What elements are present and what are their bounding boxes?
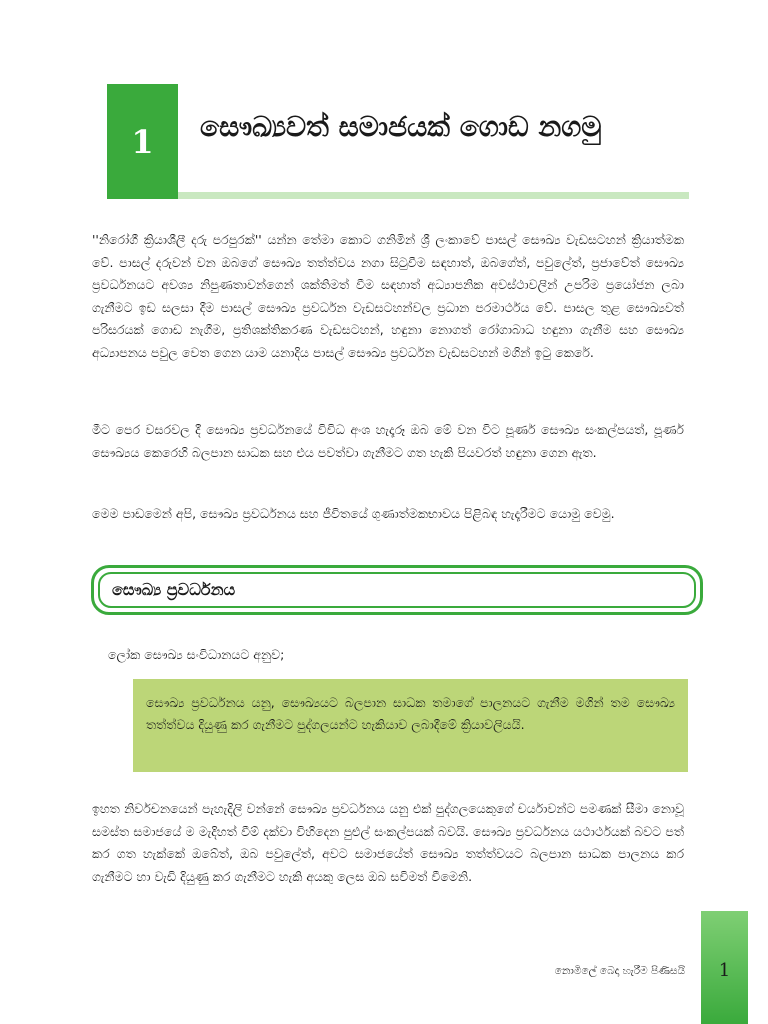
chapter-number-box bbox=[107, 84, 178, 199]
page-number: 1 bbox=[718, 960, 731, 981]
intro-paragraph: ''නිරෝගී ක්‍රියාශීලී දරු පරපුරක්'' යන්න තේමා කොට ගනිමින් ශ්‍රී ලංකාවේ පාසල් සෞඛ්‍ය වැඩසටහන් ක්‍රියාත්මක වේ. පාසල් දරුවන් වන ඔබගේ සෞඛ්‍ය තත්ත්වය නගා සිටුවීම සඳහාත්, ඔබගේත්, පවුලේත්, ප්‍රජාවේත් සෞඛ්‍ය ප්‍රවර්ධනයට අවශ්‍ය නිපුණතාවන්ගෙන් ශක්තිමත් වීම සඳහාත් අධ්‍යාපනික අවස්ථාවලින් උපරිම ප්‍රයෝජන ලබා ගැනීමට ඉඩ සලසා දීම පාසල් සෞඛ්‍ය ප්‍රවර්ධන වැඩසටහන්වල ප්‍රධාන පරමාර්ථය වේ. පාසල තුළ සෞඛ්‍යවත් පරිසරයක් ගොඩ නැගීම, ප්‍රතිශක්තිකරණ වැඩසටහන්, හඳුනා නොගත් රෝගාබාධ හඳුනා ගැනීම සහ සෞඛ්‍ය අධ්‍යාපනය පවුල වෙත ගෙන යාම යනාදිය පාසල් සෞඛ්‍ය ප්‍රවර්ධන වැඩසටහන් මගින් ඉටු කෙරේ. bbox=[92, 232, 684, 360]
who-definition-lead: ලෝක සෞඛ්‍ය සංවිධානයට අනුව; bbox=[108, 647, 285, 662]
section-heading-text: සෞඛ්‍ය ප්‍රවර්ධනය bbox=[112, 580, 236, 599]
section-heading-frame bbox=[91, 565, 703, 615]
lesson-aim-paragraph: මෙම පාඩමෙන් අපි, සෞඛ්‍ය ප්‍රවර්ධනය සහ ජීවිතයේ ගුණාත්මකභාවය පිළිබඳ හැදෑරීමට යොමු වෙමු. bbox=[92, 506, 615, 521]
chapter-title: සෞඛ්‍යවත් සමාජයක් ගොඩ නගමු bbox=[200, 110, 602, 143]
section-heading bbox=[98, 572, 696, 608]
footer-note: නොමිලේ බෙදා හැරීම පිණිසයි bbox=[554, 965, 685, 977]
title-underline bbox=[178, 192, 689, 199]
chapter-number: 1 bbox=[131, 122, 154, 161]
definition-box bbox=[133, 679, 688, 772]
previous-years-paragraph: මීට පෙර වසරවල දී සෞඛ්‍ය ප්‍රවර්ධනයේ විවිධ අංශ හැදෑරූ ඔබ මේ වන විට පූර්ණ සෞඛ්‍ය සංකල්පයත්, පූර්ණ සෞඛ්‍යය කෙරෙහි බලපාන සාධක සහ එය පවත්වා ගැනීමට ගත හැකි පියවරත් හඳුනා ගෙන ඇත. bbox=[92, 422, 684, 460]
definition-text: සෞඛ්‍ය ප්‍රවර්ධනය යනු, සෞඛ්‍යයට බලපාන සාධක තමාගේ පාලනයට ගැනීම මගින් තම සෞඛ්‍ය තත්ත්වය දියුණු කර ගැනීමට පුද්ගලයන්ට හැකියාව ලබාදීමේ ක්‍රියාවලියයි. bbox=[146, 695, 675, 732]
explanation-paragraph: ඉහත නිර්වචනයෙන් පැහැදිලි වන්නේ සෞඛ්‍ය ප්‍රවර්ධනය යනු එක් පුද්ගලයෙකුගේ චර්යාවන්ට පමණක් සීමා නොවූ සමස්ත සමාජයේ ම මැදිහත් වීම් දක්වා විහිදෙන පුළුල් සංකල්පයක් බවයි. සෞඛ්‍ය ප්‍රවර්ධනය යථාර්ථයක් බවට පත් කර ගත හැක්කේ ඔබේත්, ඔබ පවුලේත්, අවට සමාජයේත් සෞඛ්‍ය තත්ත්වයට බලපාන සාධක පාලනය කර ගැනීමට හා වැඩි දියුණු කර ගැනීමට හැකි අයකු ලෙස ඔබ සවිමත් වීමෙනි. bbox=[92, 801, 684, 884]
